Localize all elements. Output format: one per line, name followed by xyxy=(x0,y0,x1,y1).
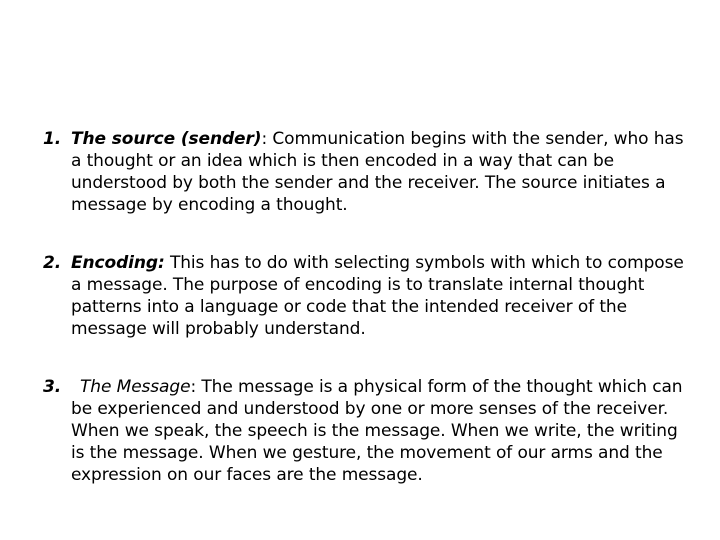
list-item-encoding xyxy=(40,252,688,340)
definition-text: This has to do with selecting symbols with which to compose a message. The purpose of encoding is to translate internal thought patterns into a language or code that the intended receiver of the message will probably understand. xyxy=(71,253,684,339)
definition-text: : Communication begins with the sender, who has a thought or an idea which is then encoded in a way that can be understood by both the sender and the receiver. The source initiates a message by encoding a thought. xyxy=(71,129,684,215)
list-item-message xyxy=(40,376,688,486)
definition-text: : The message is a physical form of the thought which can be experienced and understood by one or more senses of the receiver. When we speak, the speech is the message. When we write, the writing is the message. When we gesture, the movement of our arms and the expression on our faces are the message. xyxy=(71,377,683,485)
list-number: 3. xyxy=(43,377,62,397)
term-encoding: Encoding: xyxy=(71,253,165,273)
term-message: The Message xyxy=(80,377,191,397)
list-item-source xyxy=(40,128,688,216)
list-number: 1. xyxy=(43,129,62,149)
term-source-sender: The source (sender) xyxy=(71,129,262,149)
list-number: 2. xyxy=(43,253,62,273)
definition-list xyxy=(40,128,688,522)
